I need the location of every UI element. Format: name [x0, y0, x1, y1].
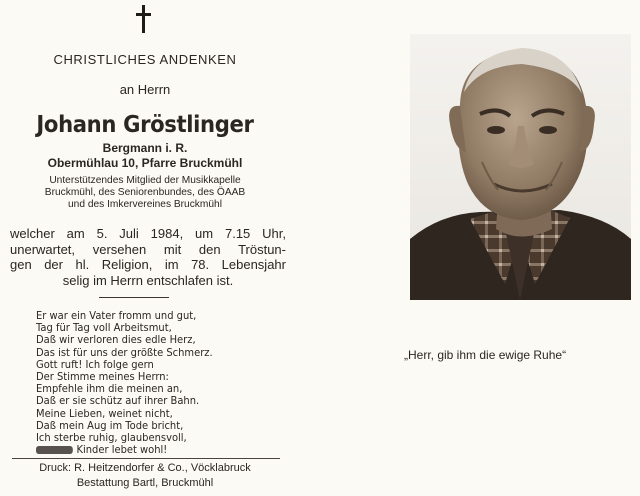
deceased-occupation: Bergmann i. R. — [102, 141, 188, 155]
salutation: an Herrn — [119, 82, 171, 97]
poem-line: Der Stimme meines Herrn: — [36, 370, 169, 384]
portrait-photo — [410, 34, 631, 300]
divider — [99, 297, 169, 298]
poem-line: Das ist für uns der größte Schmerz. — [36, 345, 213, 359]
poem-line — [36, 444, 213, 456]
undertaker-credit: Bestattung Bartl, Bruckmühl — [76, 477, 214, 489]
passing-line: gen der hl. Religion, im 78. Lebensjahr — [10, 257, 286, 272]
printer-credit: Druck: R. Heitzendorfer & Co., Vöcklabruck — [39, 462, 251, 474]
poem-line: Er war ein Vater fromm und gut, — [36, 309, 197, 322]
poem-line: Ich sterbe ruhig, glaubensvoll, — [36, 431, 187, 445]
poem-line: Gott ruft! Ich folge gern — [36, 357, 154, 371]
portrait-illustration — [410, 34, 631, 300]
deceased-name: Johann Gröstlinger — [36, 112, 254, 138]
passing-line: selig im Herrn entschlafen ist. — [62, 272, 234, 288]
poem-last-line: Kinder lebet wohl! — [76, 443, 168, 457]
card-header: CHRISTLICHES ANDENKEN — [53, 52, 237, 67]
photo-caption: „Herr, gib ihm die ewige Ruhe“ — [404, 348, 567, 362]
footer-divider — [12, 458, 280, 459]
passing-text — [10, 226, 286, 288]
poem-line: Tag für Tag voll Arbeitsmut, — [36, 321, 172, 335]
left-panel — [0, 0, 296, 496]
poem — [36, 310, 213, 456]
poem-line: Daß er sie schütz auf ihrer Bahn. — [36, 394, 200, 408]
poem-line: Daß wir verloren dies edle Herz, — [36, 333, 196, 347]
passing-line: unerwartet, versehen mit den Tröstun- — [10, 241, 286, 257]
membership-line: Bruckmühl, des Seniorenbundes, des ÖAAB — [44, 186, 246, 198]
passing-line: welcher am 5. Juli 1984, um 7.15 Uhr, — [10, 226, 286, 241]
right-panel — [330, 0, 640, 496]
membership-line: und des Imkervereines Bruckmühl — [68, 198, 222, 210]
poem-line: Empfehle ihm die meinen an, — [36, 382, 183, 396]
ink-smudge — [36, 446, 73, 454]
membership-text — [4, 174, 285, 210]
membership-line: Unterstützendes Mitglied der Musikkapelle — [49, 174, 241, 186]
poem-line: Meine Lieben, weinet nicht, — [36, 406, 173, 420]
deceased-address: Obermühlau 10, Pfarre Bruckmühl — [47, 156, 243, 170]
poem-line: Daß mein Aug im Tode bricht, — [36, 418, 184, 432]
cross-icon — [134, 5, 154, 33]
